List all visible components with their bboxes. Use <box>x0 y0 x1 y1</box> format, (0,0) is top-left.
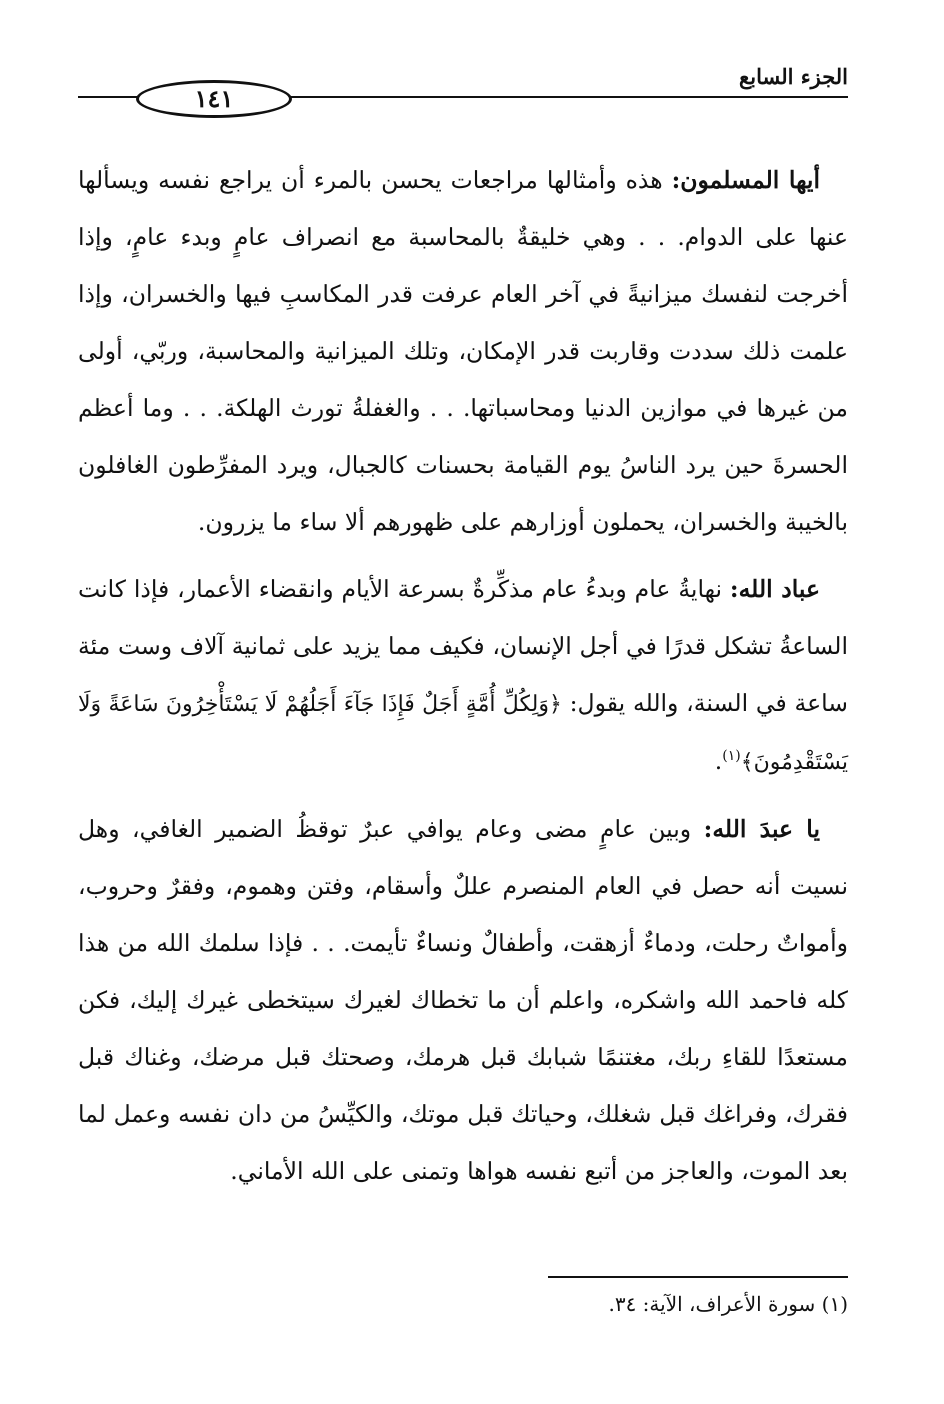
paragraph-tail: . <box>714 747 723 775</box>
page-number: ١٤١ <box>136 80 292 118</box>
paragraph-text: وبين عامٍ مضى وعام يوافي عبرٌ توقظُ الضمير الغافي، وهل نسيت أنه حصل في العام المنصرم عللٌ وأسقام، وفتن وهموم، وفقرٌ وحروب، وأمواتٌ رحلت، ودماءٌ أزهقت، وأطفالٌ ونساءٌ تأيمت. . . فإذا سلمك الله من هذا كله فاحمد الله واشكره، واعلم أن ما تخطاك لغيرك سيتخطى غيرك إليك، فكن مستعدًا للقاءِ ربك، مغتنمًا شبابك قبل هرمك، وصحتك قبل مرضك، وغناك قبل فقرك، وفراغك قبل شغلك، وحياتك قبل موتك، والكيِّسُ من دان نفسه وعمل لما بعد الموت، والعاجز من أتبع نفسه هواها وتمنى على الله الأماني. <box>78 815 848 1185</box>
paragraph-text: هذه وأمثالها مراجعات يحسن بالمرء أن يراجع نفسه ويسألها عنها على الدوام. . . وهي خليقةٌ بالمحاسبة مع انصراف عامٍ وبدء عامٍ، وإذا أخرجت لنفسك ميزانيةً في آخر العام عرفت قدر المكاسبِ فيها والخسران، وإذا علمت ذلك سددت وقاربت قدر الإمكان، وتلك الميزانية والمحاسبة، وربّي، أولى من غيرها في موازين الدنيا ومحاسباتها. . . والغفلةُ تورث الهلكة. . . وما أعظم الحسرةَ حين يرد الناسُ يوم القيامة بحسنات كالجبال، ويرد المفرِّطون الغافلون بالخيبة والخسران، يحملون أوزارهم على ظهورهم ألا ساء ما يزرون. <box>78 166 848 536</box>
paragraph-3 <box>78 801 848 1200</box>
footnote-reference: (١) <box>722 748 741 765</box>
body-text <box>78 152 848 1200</box>
quran-verse: ﴿وَلِكُلِّ أُمَّةٍ أَجَلٌ فَإِذَا جَآءَ أَجَلُهُمْ لَا يَسْتَأْخِرُونَ سَاعَةً وَلَا يَسْتَقْدِمُونَ﴾ <box>78 692 848 775</box>
footnote-rule <box>548 1276 848 1278</box>
running-head: الجزء السابع <box>739 64 848 89</box>
paragraph-text: نهايةُ عام وبدءُ عام مذكِّرةٌ بسرعة الأيام وانقضاء الأعمار، فإذا كانت الساعةُ تشكل قدرًا في أجل الإنسان، فكيف مما يزيد على ثمانية آلاف وست مئة ساعة في السنة، والله يقول: <box>78 575 848 717</box>
page-header <box>78 60 848 130</box>
paragraph-lead: عباد الله: <box>729 575 821 603</box>
footnote: (١) سورة الأعراف، الآية: ٣٤. <box>608 1292 848 1316</box>
paragraph-lead: أيها المسلمون: <box>671 166 820 194</box>
paragraph-1 <box>78 152 848 551</box>
paragraph-2 <box>78 561 848 791</box>
paragraph-lead: يا عبدَ الله: <box>703 815 820 843</box>
